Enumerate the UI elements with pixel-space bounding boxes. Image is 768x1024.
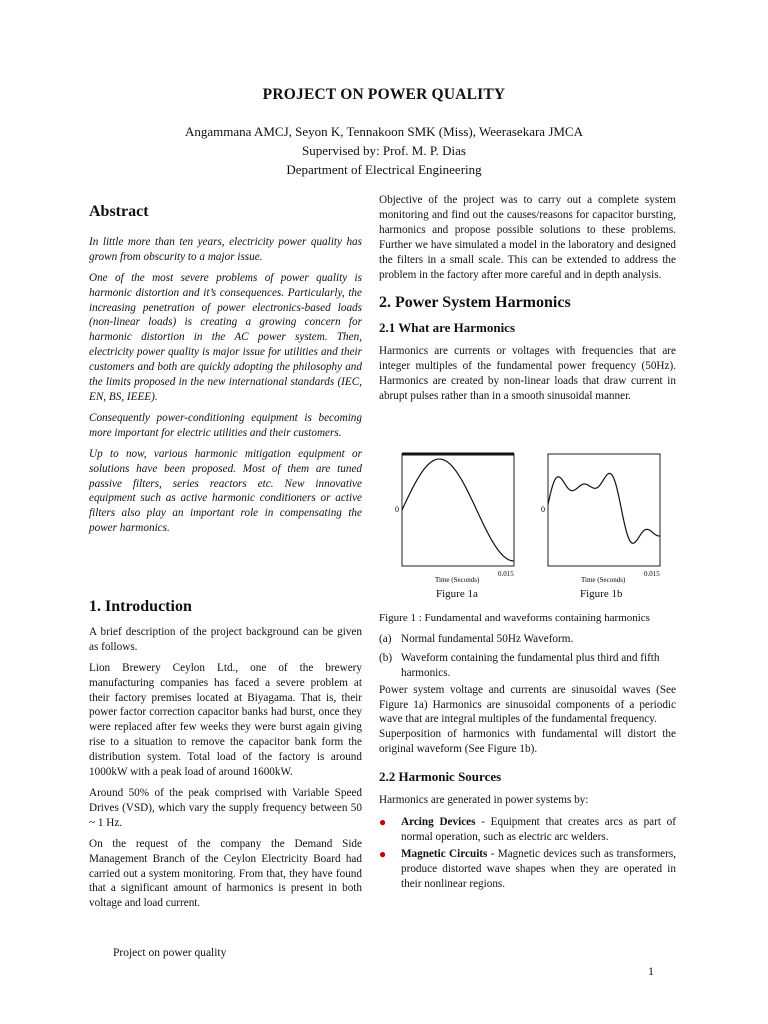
figure-1b-label: Figure 1b bbox=[580, 588, 623, 600]
bullet-text: - Magnetic devices such as transformers, produce distorted wave shapes when they are operated in their nonlinear regions. bbox=[401, 847, 677, 890]
list-item-text: Normal fundamental 50Hz Waveform. bbox=[401, 632, 574, 645]
intro-para-5: Objective of the project was to carry out a complete system monitoring and find out the causes/reasons for capacitor bursting, harmonics and propose possible solutions to these problems. Further we have simulated a model in the laboratory and designed the filters in a small scale. This can be extended to address the problem in the factory after more careful and in depth analysis. bbox=[379, 194, 676, 281]
abstract-heading: Abstract bbox=[89, 203, 149, 220]
abstract-para-1: In little more than ten years, electricity power quality has grown from obscurity to a major issue. bbox=[89, 235, 362, 263]
figure-1a-waveform bbox=[402, 459, 514, 561]
list-item bbox=[379, 815, 676, 845]
harmonic-sources-list bbox=[379, 815, 676, 892]
intro-para-2: Lion Brewery Ceylon Ltd., one of the brewery manufacturing companies has faced a severe problem at their factory premises located at Biyagama. That is, their power factor correction capacitor banks had burst, once they were replaced after few weeks they were burst again giving rise to a situation to remove the capacitor bank form the distribution system. Total load of the factory is around 1000kW with a peak load of around 1600kW. bbox=[89, 661, 362, 779]
bullet-icon: ● bbox=[379, 846, 387, 861]
department: Department of Electrical Engineering bbox=[286, 162, 482, 177]
intro-para-1: A brief description of the project background can be given as follows. bbox=[89, 625, 362, 653]
bullet-text: - Equipment that creates arcs as part of normal operation, such as electric arc welders. bbox=[401, 815, 677, 843]
list-item-label: (b) bbox=[379, 651, 393, 664]
figure-1b-xmax-label: 0.015 bbox=[644, 570, 660, 578]
figure-1b-xlabel: Time (Seconds) bbox=[581, 576, 626, 584]
introduction-heading: 1. Introduction bbox=[89, 598, 192, 615]
bullet-term: Arcing Devices bbox=[401, 815, 476, 828]
page-number: 1 bbox=[648, 964, 654, 978]
figure-1b-plot bbox=[538, 448, 678, 603]
right-column-top bbox=[379, 193, 676, 404]
superposition-para: Superposition of harmonics with fundamental will distort the original waveform (See Figure 1b). bbox=[379, 728, 676, 756]
author-block bbox=[0, 122, 768, 179]
authors: Angammana AMCJ, Seyon K, Tennakoon SMK (Miss), Weerasekara JMCA bbox=[185, 124, 583, 139]
figure-1a-xmax-label: 0.015 bbox=[498, 570, 514, 578]
figure-legend-list bbox=[379, 632, 676, 681]
list-item bbox=[379, 651, 676, 681]
introduction-section bbox=[89, 600, 362, 911]
intro-para-3: Around 50% of the peak comprised with Variable Speed Drives (VSD), which vary the supply frequency between 50 ~ 1 Hz. bbox=[89, 786, 362, 829]
section2-1-heading: 2.1 What are Harmonics bbox=[379, 320, 516, 336]
abstract-para-2: One of the most severe problems of power quality is harmonic distortion and it’s consequences. Particularly, the increasing penetration of power electronics-based loads (non-linear loads) is creating a growing concern for harmonic distortion in the AC power system. Then, electricity power quality is major issue for utilities and their customers and both are quickly adopting the philosophy and the limits proposed in the new international standards (IEC, EN, BS, IEEE). bbox=[89, 271, 362, 403]
list-item-text: Waveform containing the fundamental plus third and fifth harmonics. bbox=[401, 651, 660, 679]
abstract-para-4: Up to now, various harmonic mitigation equipment or solutions have been proposed. Most of them are tuned passive filters, series reactors etc. New innovative equipment such as active harmonic conditioners or active filters also play an important role in compensating the power harmonics. bbox=[89, 447, 362, 535]
bullet-icon: ● bbox=[379, 814, 387, 829]
figure-1b-axes bbox=[548, 454, 660, 566]
figure-1a-label: Figure 1a bbox=[436, 588, 478, 600]
figure-1b-waveform bbox=[548, 473, 660, 543]
running-footer: Project on power quality bbox=[113, 947, 227, 959]
figure-1a-plot bbox=[392, 448, 532, 603]
intro-para-4: On the request of the company the Demand Side Management Branch of the Ceylon Electricity Board had carried out a system monitoring. From that, they have found that a significant amount of harmonics is present in both voltage and load current. bbox=[89, 837, 362, 910]
figure-1b-zero-label: 0 bbox=[541, 505, 545, 514]
figure-1b bbox=[538, 448, 678, 603]
figure-1a-xlabel: Time (Seconds) bbox=[435, 576, 480, 584]
section2-2-heading: 2.2 Harmonic Sources bbox=[379, 769, 502, 785]
figure-1a-zero-label: 0 bbox=[395, 505, 399, 514]
left-column bbox=[89, 205, 362, 536]
paper-title: PROJECT ON POWER QUALITY bbox=[262, 86, 506, 103]
list-item-label: (a) bbox=[379, 632, 392, 645]
figure-1a bbox=[392, 448, 532, 603]
section2-1-para: Harmonics are currents or voltages with frequencies that are integer multiples of the fundamental power frequency (50Hz). Harmonics are created by non-linear loads that draw current in abrupt pulses rather than in a smooth sinusoidal manner. bbox=[379, 345, 676, 402]
bullet-term: Magnetic Circuits bbox=[401, 847, 488, 860]
list-item bbox=[379, 847, 676, 892]
list-item bbox=[379, 632, 676, 647]
figure-1-caption: Figure 1 : Fundamental and waveforms containing harmonics bbox=[379, 612, 650, 624]
section2-2-intro: Harmonics are generated in power systems by: bbox=[379, 794, 589, 807]
right-column-bottom bbox=[379, 611, 676, 892]
supervisor: Supervised by: Prof. M. P. Dias bbox=[302, 143, 466, 158]
abstract-para-3: Consequently power-conditioning equipment is becoming more important for electric utilities and their customers. bbox=[89, 411, 362, 439]
harmonics-para: Power system voltage and currents are sinusoidal waves (See Figure 1a) Harmonics are sinusoidal components of a periodic wave that are integral multiples of the fundamental frequency. bbox=[379, 683, 676, 726]
section2-heading: 2. Power System Harmonics bbox=[379, 294, 571, 312]
